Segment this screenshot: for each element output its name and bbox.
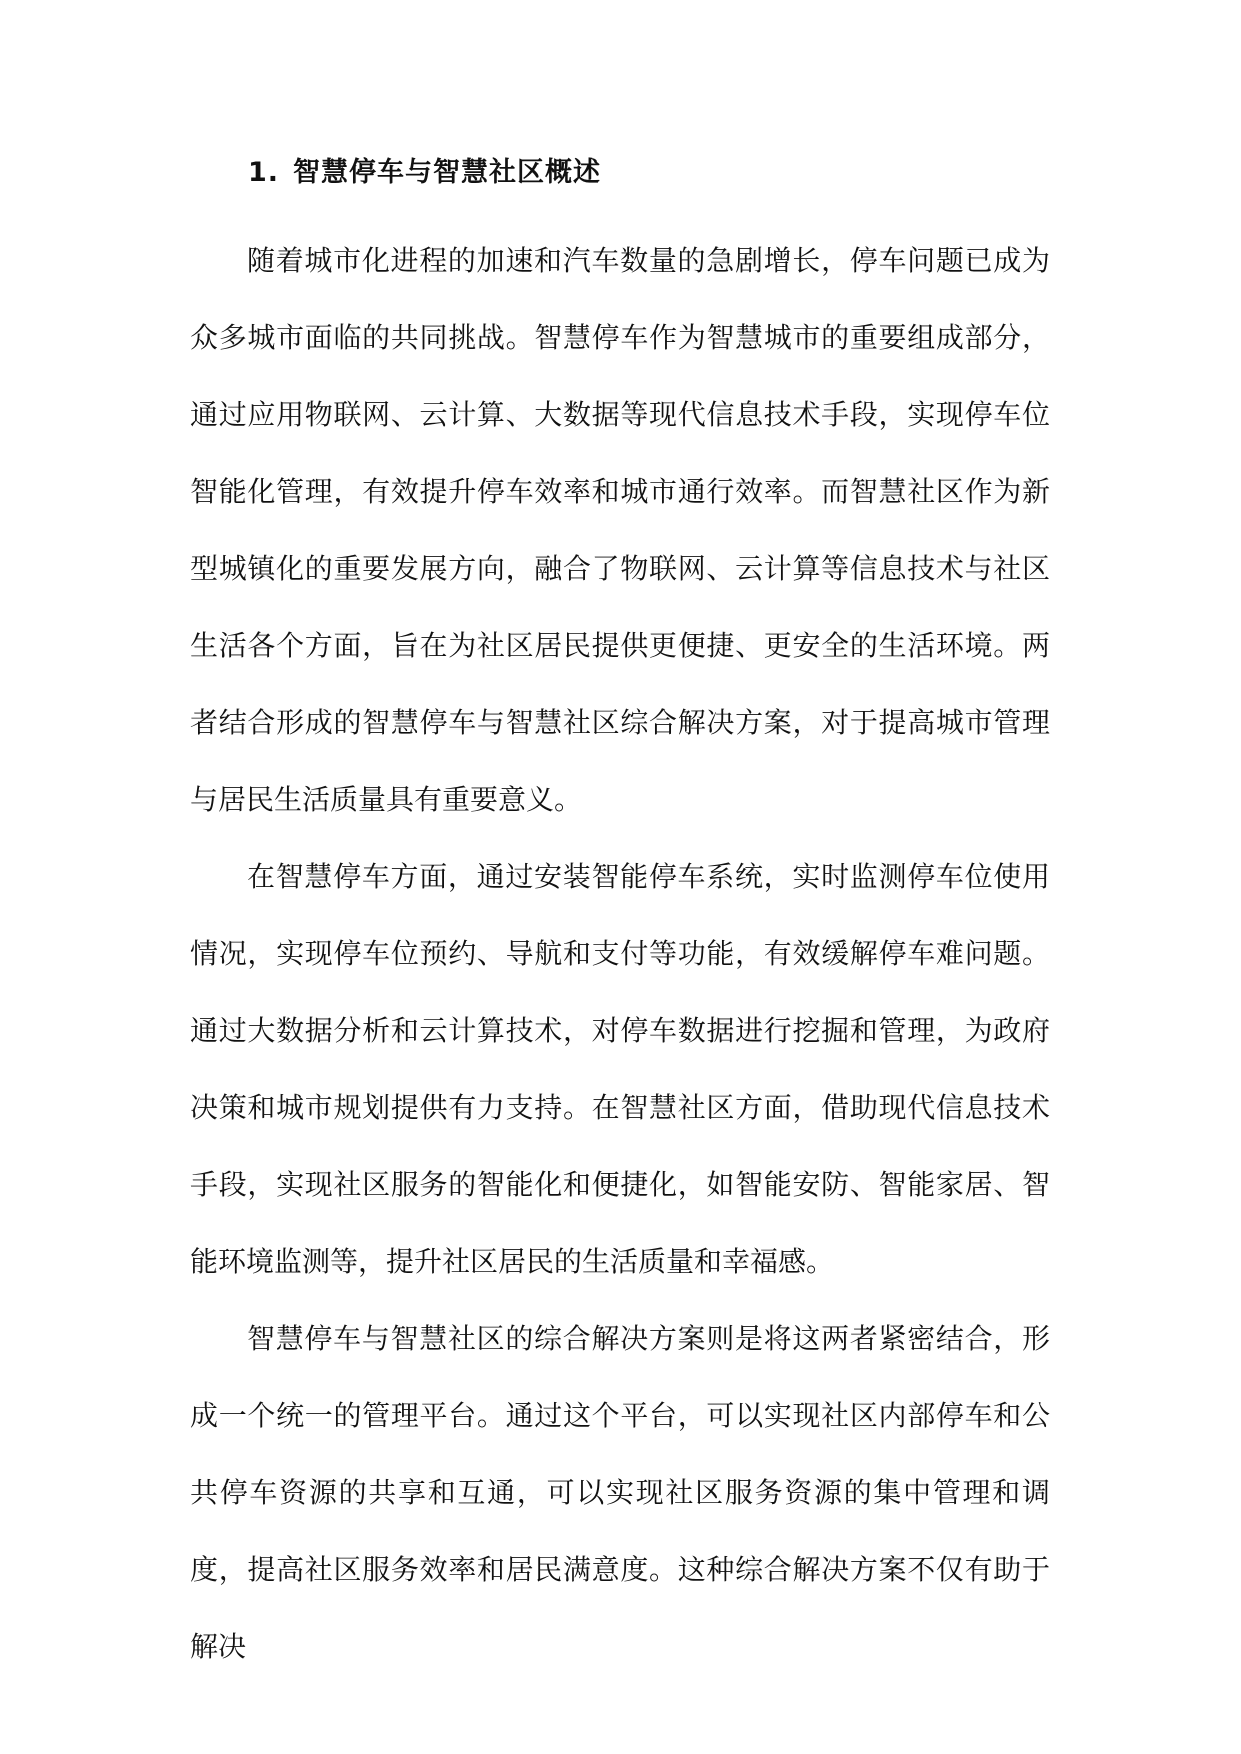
section-heading <box>190 146 1050 200</box>
section-title: 智慧停车与智慧社区概述 <box>293 157 602 188</box>
document-body <box>190 146 1050 1685</box>
section-number: 1. <box>248 157 280 188</box>
paragraph-3: 智慧停车与智慧社区的综合解决方案则是将这两者紧密结合，形成一个统一的管理平台。通过这个平台，可以实现社区内部停车和公共停车资源的共享和互通，可以实现社区服务资源的集中管理和调度，提高社区服务效率和居民满意度。这种综合解决方案不仅有助于解决 <box>190 1322 1050 1663</box>
paragraph-1: 随着城市化进程的加速和汽车数量的急剧增长，停车问题已成为众多城市面临的共同挑战。智慧停车作为智慧城市的重要组成部分，通过应用物联网、云计算、大数据等现代信息技术手段，实现停车位智能化管理，有效提升停车效率和城市通行效率。而智慧社区作为新型城镇化的重要发展方向，融合了物联网、云计算等信息技术与社区生活各个方面，旨在为社区居民提供更便捷、更安全的生活环境。两者结合形成的智慧停车与智慧社区综合解决方案，对于提高城市管理与居民生活质量具有重要意义。 <box>190 244 1050 816</box>
paragraph-2: 在智慧停车方面，通过安装智能停车系统，实时监测停车位使用情况，实现停车位预约、导航和支付等功能，有效缓解停车难问题。通过大数据分析和云计算技术，对停车数据进行挖掘和管理，为政府决策和城市规划提供有力支持。在智慧社区方面，借助现代信息技术手段，实现社区服务的智能化和便捷化，如智能安防、智能家居、智能环境监测等，提升社区居民的生活质量和幸福感。 <box>190 860 1050 1278</box>
